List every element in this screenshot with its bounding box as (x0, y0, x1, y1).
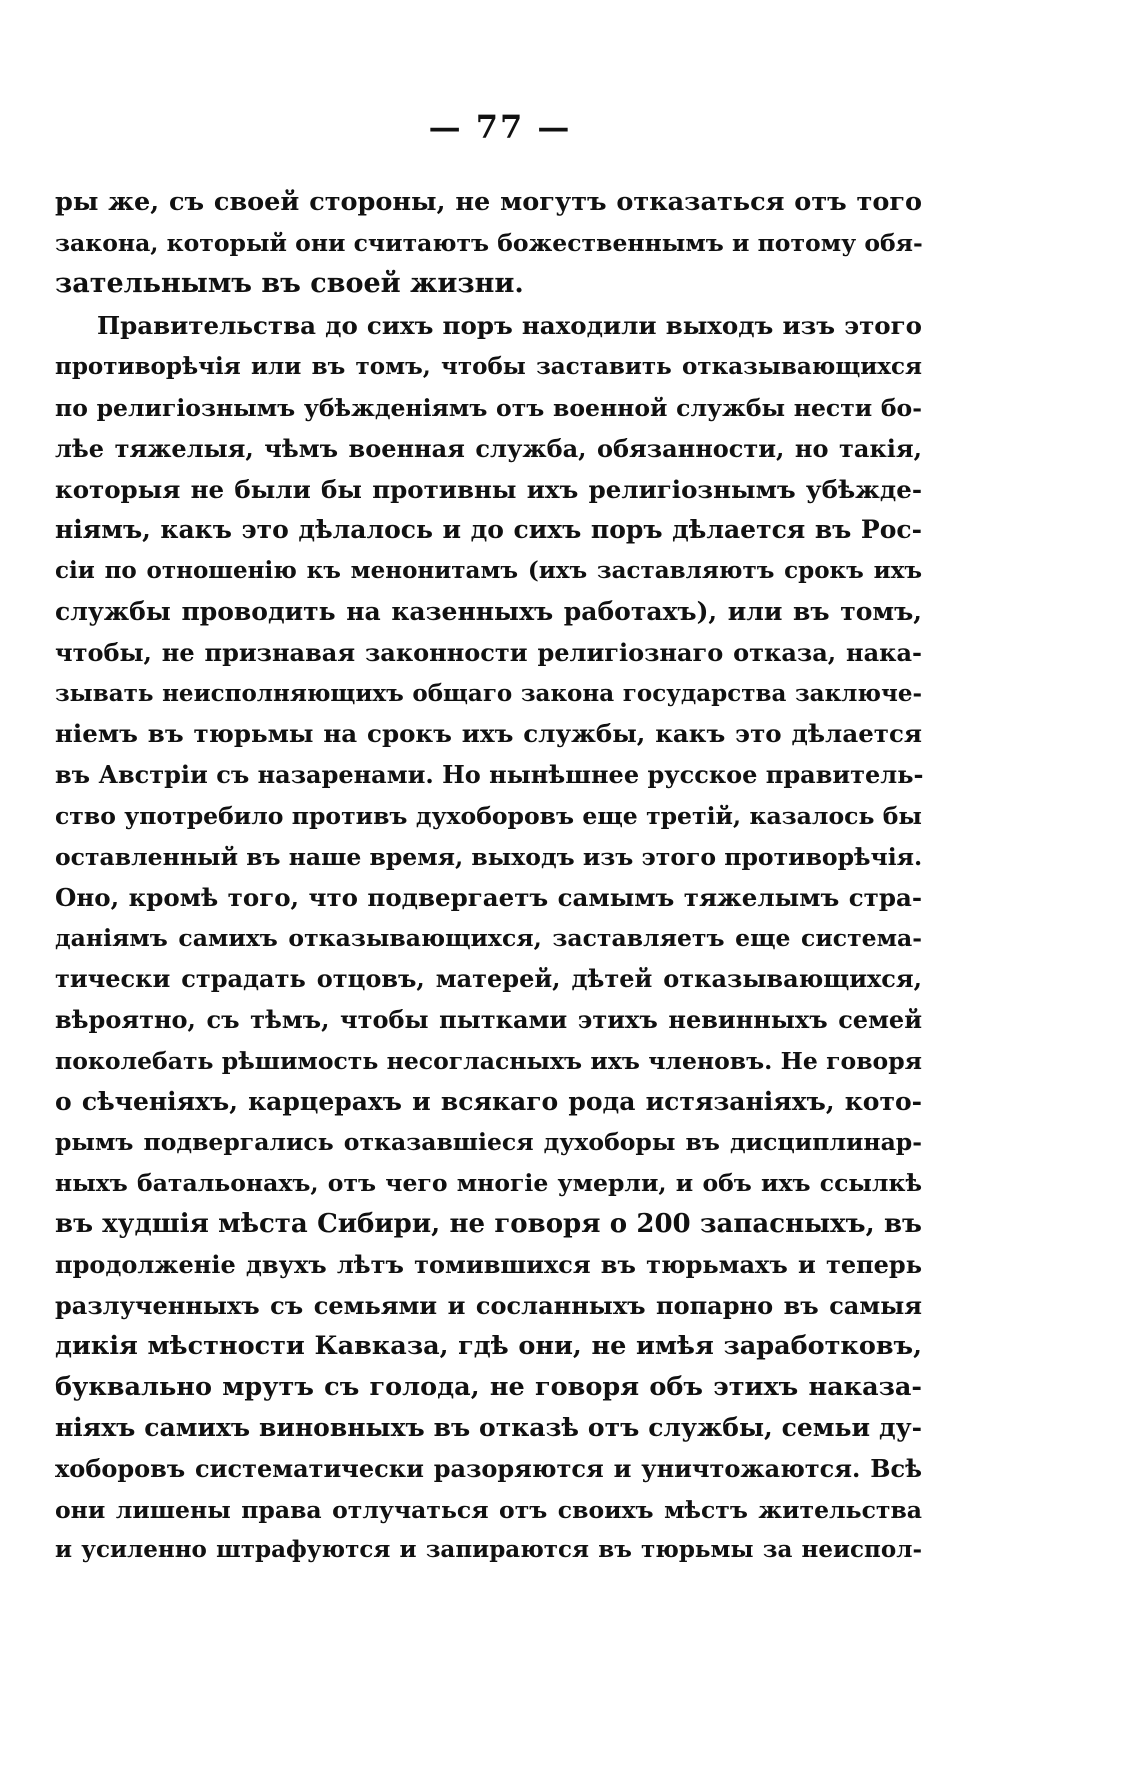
text-line: Правительства до сихъ поръ находили выходъ изъ этого (97, 311, 922, 341)
page-number: — 77 — (428, 108, 572, 146)
text-line: зывать неисполняющихъ общаго закона государства заключе- (55, 679, 922, 707)
text-line: продолженіе двухъ лѣтъ томившихся въ тюрьмахъ и теперь (55, 1249, 922, 1279)
text-line: ры же, съ своей стороны, не могутъ отказаться отъ того (55, 187, 922, 217)
text-line: службы проводить на казенныхъ работахъ), или въ томъ, (55, 596, 922, 626)
text-line: сіи по отношенію къ менонитамъ (ихъ заставляютъ срокъ ихъ (55, 557, 922, 585)
text-line: рымъ подвергались отказавшіеся духоборы въ дисциплинар- (55, 1128, 922, 1157)
text-line: ніяхъ самихъ виновныхъ въ отказѣ отъ службы, семьи ду- (55, 1412, 922, 1442)
text-line: лѣе тяжелыя, чѣмъ военная служба, обязанности, но такія, (55, 433, 922, 463)
paragraph-1 (55, 182, 922, 304)
text-line: вѣроятно, съ тѣмъ, чтобы пытками этихъ невинныхъ семей (55, 1004, 922, 1034)
text-line: тически страдать отцовъ, матерей, дѣтей отказывающихся, (55, 964, 922, 994)
text-line: дикія мѣстности Кавказа, гдѣ они, не имѣя заработковъ, (55, 1331, 922, 1362)
text-line: оставленный въ наше время, выходъ изъ этого противорѣчія. (55, 842, 923, 871)
text-line: разлученныхъ съ семьями и сосланныхъ попарно въ самыя (55, 1290, 922, 1320)
text-line: ныхъ батальонахъ, отъ чего многіе умерли, и объ ихъ ссылкѣ (55, 1169, 922, 1198)
text-line: поколебать рѣшимость несогласныхъ ихъ членовъ. Не говоря (55, 1046, 922, 1075)
text-line: даніямъ самихъ отказывающихся, заставляетъ еще система- (55, 924, 922, 953)
text-line: о сѣченіяхъ, карцерахъ и всякаго рода истязаніяхъ, кото- (55, 1086, 922, 1116)
text-line: закона, который они считаютъ божественнымъ и потому обя- (55, 228, 923, 257)
text-line: ство употребило противъ духоборовъ еще третій, казалось бы (55, 801, 922, 830)
text-body (55, 182, 922, 1571)
text-line: Оно, кромѣ того, что подвергаетъ самымъ тяжелымъ стра- (55, 882, 922, 912)
text-line: зательнымъ въ своей жизни. (55, 267, 524, 299)
text-line: буквально мрутъ съ голода, не говоря объ этихъ наказа- (55, 1372, 922, 1403)
text-line: въ худшія мѣста Сибири, не говоря о 200 запасныхъ, въ (55, 1208, 922, 1239)
text-line: ніемъ въ тюрьмы на срокъ ихъ службы, какъ это дѣлается (55, 719, 922, 749)
text-line: ніямъ, какъ это дѣлалось и до сихъ поръ дѣлается въ Рос- (55, 515, 922, 545)
text-line: по религіознымъ убѣжденіямъ отъ военной службы нести бо- (55, 393, 922, 422)
text-line: хоборовъ систематически разоряются и уничтожаются. Всѣ (55, 1453, 922, 1483)
text-line: и усиленно штрафуются и запираются въ тюрьмы за неиспол- (55, 1536, 922, 1564)
text-line: которыя не были бы противны ихъ религіознымъ убѣжде- (55, 474, 922, 504)
paragraph-2 (55, 306, 922, 1571)
text-line: они лишены права отлучаться отъ своихъ мѣстъ жительства (55, 1495, 922, 1524)
text-line: чтобы, не признавая законности религіознаго отказа, нака- (55, 637, 922, 667)
text-line: противорѣчія или въ томъ, чтобы заставить отказывающихся (55, 353, 922, 381)
text-line: въ Австріи съ назаренами. Но нынѣшнее русское правитель- (55, 760, 924, 790)
